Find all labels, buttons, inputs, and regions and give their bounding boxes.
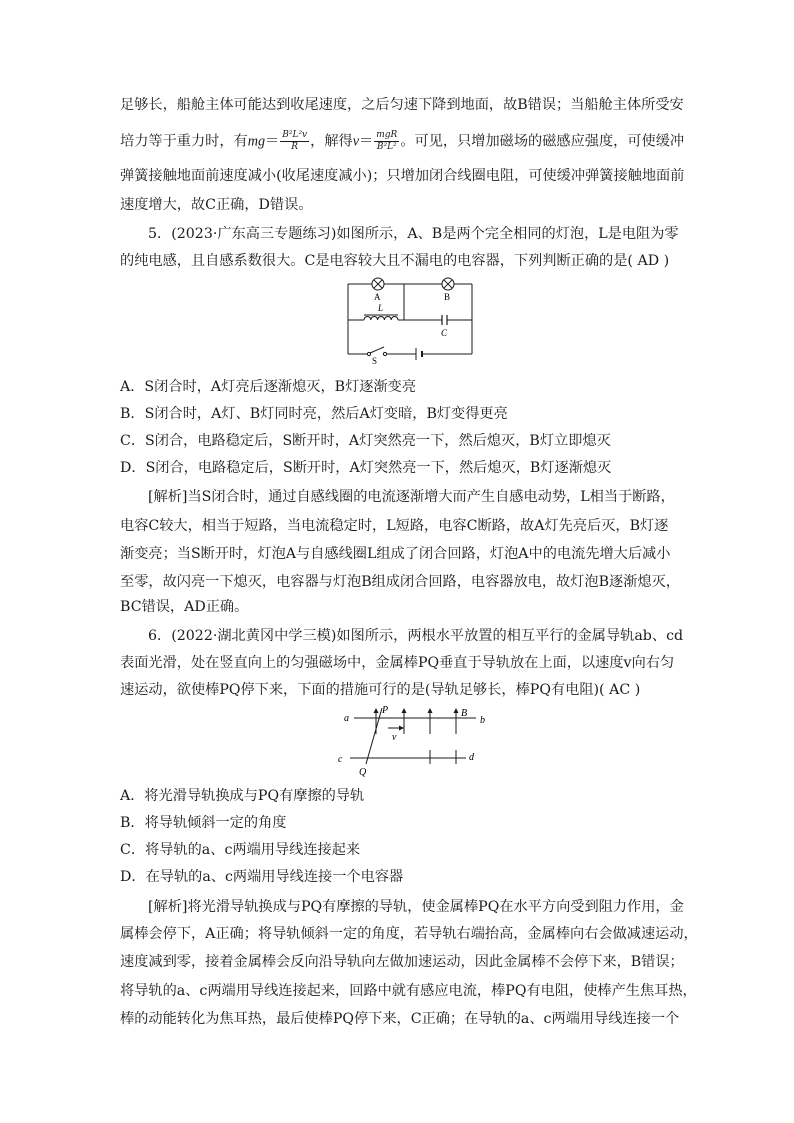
rod-pq [366, 708, 382, 764]
fraction-terminal-velocity [374, 130, 399, 153]
q5-analysis-line-2: 电容C较大，相当于短路，当电流稳定时，L短路，电容C断路，故A灯先亮后灭，B灯逐 [120, 518, 669, 534]
intro-line-2-d: ，解得 [310, 133, 353, 150]
q6-option-d: D．在导轨的a、c两端用导线连接一个电容器 [120, 869, 404, 885]
label-switch: S [372, 356, 378, 364]
lamp-b-icon [442, 278, 454, 290]
q5-option-d: D．S闭合，电路稳定后，S断开时，A灯突然亮一下，然后熄灭，B灯逐渐熄灭 [120, 460, 612, 476]
fraction-numerator: mgR [376, 130, 398, 140]
lamp-a-icon [372, 278, 384, 290]
q6-analysis-line-3: 速度减到零，接着金属棒会反向沿导轨向左做加速运动，因此金属棒不会停下来，B错误； [120, 954, 684, 970]
intro-line-4: 速度增大，故C正确，D错误。 [120, 197, 313, 213]
intro-line-2-g: 。可见，只增加磁场的磁感应强度，可使缓冲 [400, 133, 685, 150]
q5-analysis-line-3: 渐变亮；当S断开时，灯泡A与自感线圈L组成了闭合回路，灯泡A中的电流先增大后减小 [120, 546, 671, 562]
fraction-denominator: B²L² [376, 142, 397, 152]
intro-line-2-a: 培力等于重力时，有 [120, 133, 248, 150]
fraction-denominator: R [291, 142, 299, 152]
label-d: d [469, 752, 474, 763]
label-c: c [338, 754, 343, 765]
equals-sign: ＝ [359, 133, 374, 150]
q5-analysis-line-4: 至零，故闪亮一下熄灭，电容器与灯泡B组成闭合回路，电容器放电，故灯泡B逐渐熄灭， [120, 574, 680, 590]
fraction-ampere-force [280, 130, 309, 153]
q6-option-c: C．将导轨的a、c两端用导线连接起来 [120, 842, 361, 858]
q6-analysis-line-1: [解析]将光滑导轨换成与PQ有摩擦的导轨，使金属棒PQ在水平方向受到阻力作用，金 [148, 899, 684, 915]
q6-rail-figure [336, 700, 496, 780]
var-v: v [352, 133, 360, 150]
capacitor-icon [442, 315, 447, 325]
label-velocity-v: v [392, 732, 397, 743]
label-capacitor: C [441, 328, 448, 338]
inductor-coil-icon [364, 317, 398, 321]
label-p: P [382, 705, 389, 716]
q6-stem-line-1: 6．(2022·湖北黄冈中学三模)如图所示，两根水平放置的相互平行的金属导轨ab、cd [148, 628, 684, 644]
velocity-arrowhead-icon [399, 726, 404, 731]
q6-stem-line-3: 速运动，欲使棒PQ停下来，下面的措施可行的是(导轨足够长，棒PQ有电阻)( AC ) [120, 682, 641, 698]
q6-analysis-line-5: 棒的动能转化为焦耳热，最后使棒PQ停下来，C正确；在导轨的a、c两端用导线连接一个 [120, 1011, 680, 1027]
intro-line-2 [120, 130, 685, 153]
q5-analysis-line-5: BC错误，AD正确。 [120, 599, 249, 615]
fraction-numerator: B²L²v [282, 130, 308, 140]
label-b: b [480, 715, 485, 726]
intro-line-1: 足够长，船舱主体可能达到收尾速度，之后匀速下降到地面，故B错误；当船舱主体所受安 [120, 97, 684, 113]
intro-line-3: 弹簧接触地面前速度减小(收尾速度减小)；只增加闭合线圈电阻，可使缓冲弹簧接触地面前 [120, 168, 685, 184]
q6-analysis-line-2: 属棒会停下，A正确；将导轨倾斜一定的角度，若导轨右端抬高，金属棒向右会做减速运动， [120, 926, 698, 942]
q5-option-c: C．S闭合，电路稳定后，S断开时，A灯突然亮一下，然后熄灭，B灯立即熄灭 [120, 433, 611, 449]
label-a: a [344, 713, 349, 724]
q6-stem-line-2: 表面光滑，处在竖直向上的匀强磁场中，金属棒PQ垂直于导轨放在上面，以速度v向右匀 [120, 655, 675, 671]
q5-stem-line-1: 5．(2023·广东高三专题练习)如图所示，A、B是两个完全相同的灯泡，L是电阻为零 [148, 226, 679, 242]
q6-analysis-line-4: 将导轨的a、c两端用导线连接起来，回路中就有感应电流，棒PQ有电阻，使棒产生焦耳热， [120, 983, 697, 999]
q5-circuit-figure [340, 272, 480, 364]
label-field-b: B [461, 708, 468, 719]
label-q: Q [359, 767, 367, 778]
equals-sign: ＝ [265, 133, 280, 150]
label-inductor: L [378, 303, 384, 313]
var-mg: mg [247, 133, 266, 150]
battery-icon [416, 348, 422, 360]
q6-option-b: B．将导轨倾斜一定的角度 [120, 815, 287, 831]
q5-option-a: A．S闭合时，A灯亮后逐渐熄灭，B灯逐渐变亮 [120, 379, 417, 395]
q6-option-a: A．将光滑导轨换成与PQ有摩擦的导轨 [120, 788, 365, 804]
switch-icon [367, 347, 386, 356]
q5-option-b: B．S闭合时，A灯、B灯同时亮，然后A灯变暗，B灯变得更亮 [120, 406, 508, 422]
label-lamp-b: B [444, 292, 451, 302]
label-lamp-a: A [374, 292, 381, 302]
q5-analysis-line-1: [解析]当S闭合时，通过自感线圈的电流逐渐增大而产生自感电动势，L相当于断路， [148, 489, 675, 505]
q5-stem-line-2: 的纯电感，且自感系数很大。C是电容较大且不漏电的电容器，下列判断正确的是( AD ) [120, 253, 670, 269]
